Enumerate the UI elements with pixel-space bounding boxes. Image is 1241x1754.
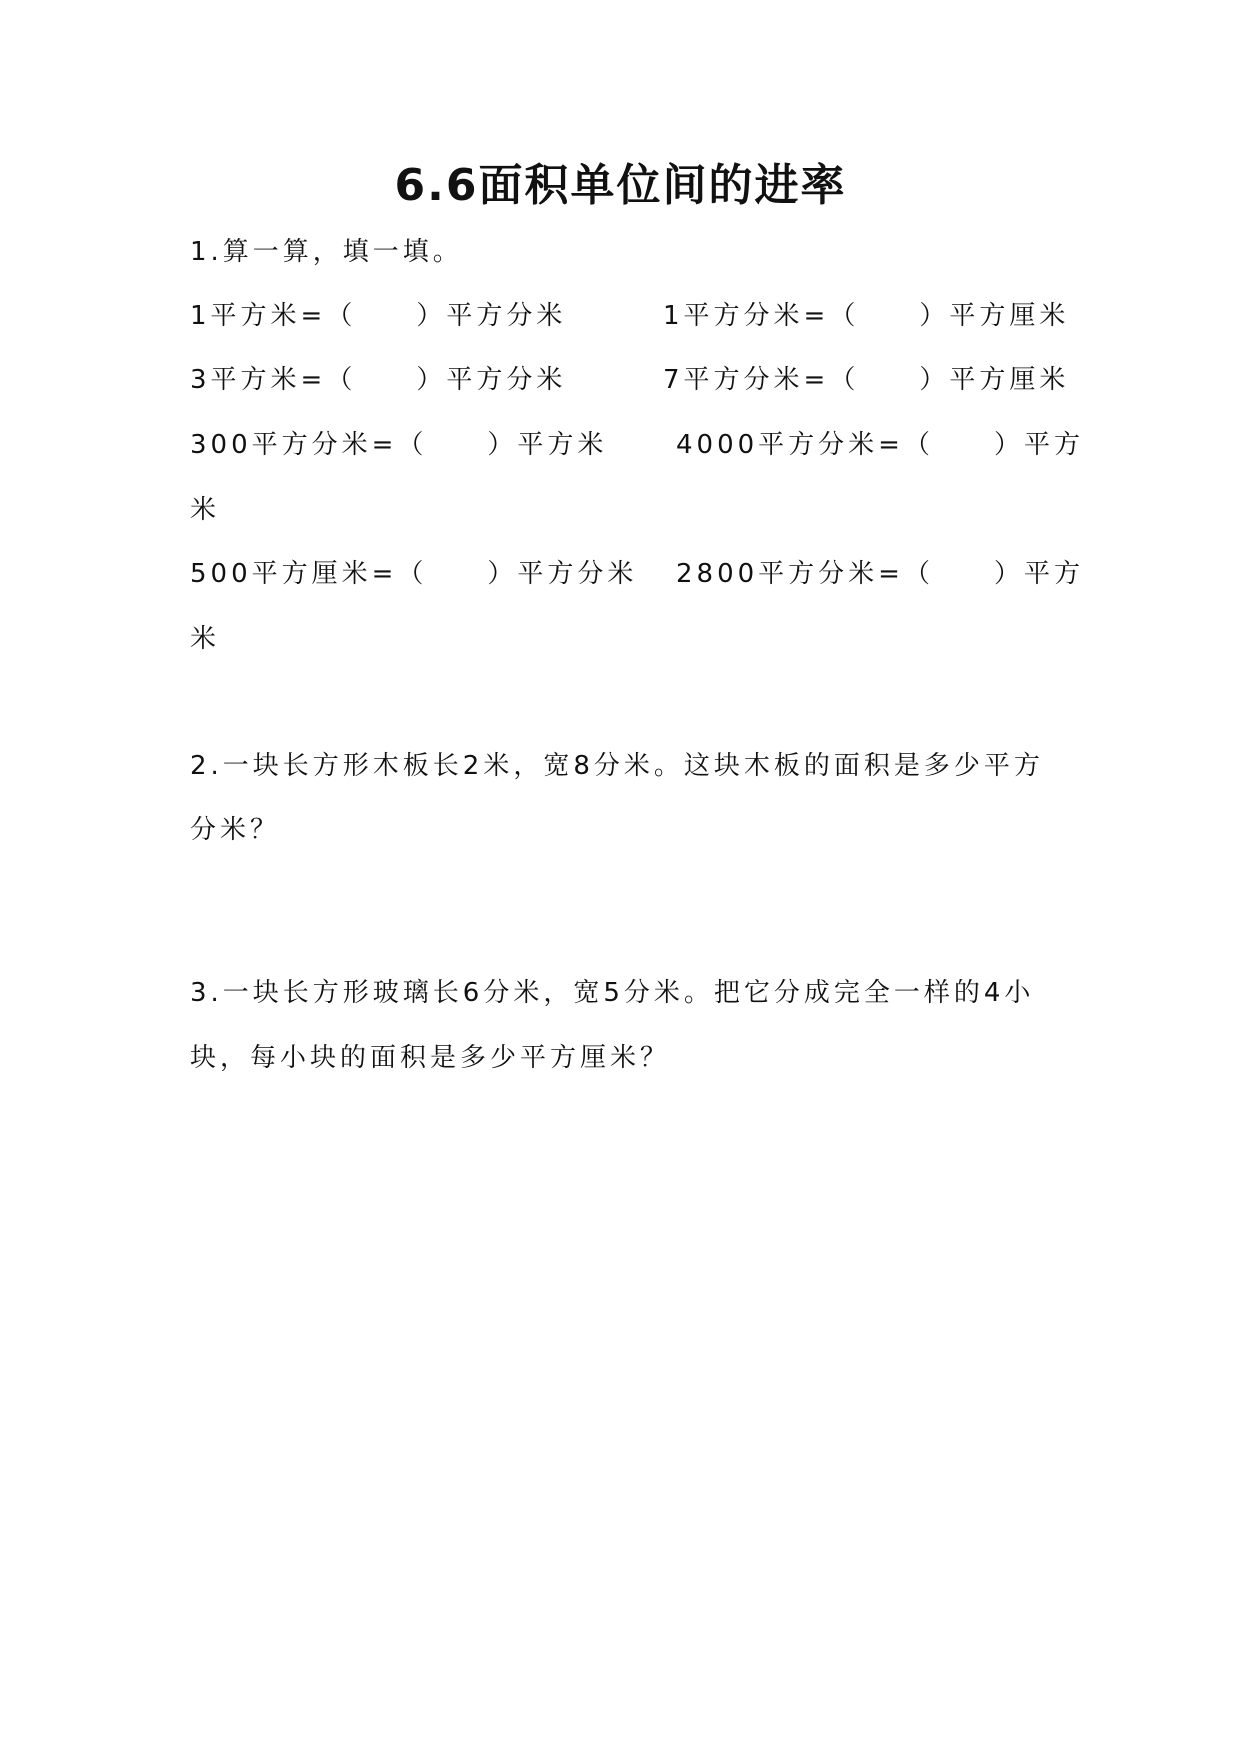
question-3-line2: 块，每小块的面积是多少平方厘米？ (190, 1043, 671, 1073)
page-title: 6.6面积单位间的进率 (394, 160, 847, 211)
q1-row4-wrap: 米 (190, 624, 221, 654)
q1-row4-right: 2800平方分米=（ ）平方 (676, 559, 1084, 589)
q1-row4-left: 500平方厘米=（ ）平方分米 (190, 559, 638, 589)
q1-row1-right: 1平方分米=（ ）平方厘米 (663, 301, 1070, 331)
question-2-line2: 分米？ (190, 815, 281, 845)
question-2-line1: 2.一块长方形木板长2米，宽8分米。这块木板的面积是多少平方 (190, 751, 1044, 781)
q1-row3-right: 4000平方分米=（ ）平方 (676, 430, 1084, 460)
q1-row2-left: 3平方米=（ ）平方分米 (190, 365, 567, 395)
q1-row1-left: 1平方米=（ ）平方分米 (190, 301, 567, 331)
q1-row2-right: 7平方分米=（ ）平方厘米 (663, 365, 1070, 395)
q1-row3-wrap: 米 (190, 495, 221, 525)
question-1-heading: 1.算一算，填一填。 (190, 237, 463, 267)
q1-row3-left: 300平方分米=（ ）平方米 (190, 430, 608, 460)
question-3-line1: 3.一块长方形玻璃长6分米，宽5分米。把它分成完全一样的4小 (190, 978, 1035, 1008)
